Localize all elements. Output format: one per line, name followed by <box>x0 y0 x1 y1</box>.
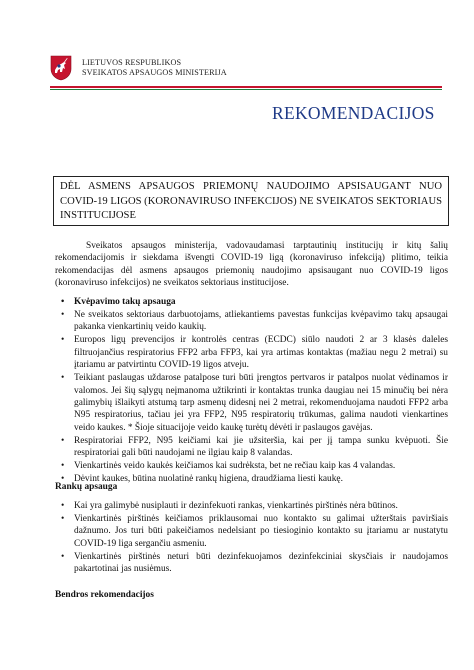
bullet-icon: • <box>61 551 65 562</box>
section-heading-general: Bendros rekomendacijos <box>55 590 154 600</box>
subject-box: DĖL ASMENS APSAUGOS PRIEMONŲ NAUDOJIMO APSISAUGANT NUO COVID-19 LIGOS (KORONAVIRUSO INFEKCIJOS) NE SVEIKATOS SEKTORIAUS INSTITUCIJOSE <box>53 176 449 226</box>
list-item <box>55 513 448 550</box>
bullet-icon: • <box>61 461 65 472</box>
list-item <box>55 500 448 512</box>
list-item <box>55 309 448 334</box>
list-item-text: Europos ligų prevencijos ir kontrolės centras (ECDC) siūlo naudoti 2 ar 3 klasės daleles filtruojančius respiratorius FFP2 arba FFP3, kai yra artimas kontaktas (mažiau negu 2 metrai) su įtariamu ar patvirtintu COVID-19 ligos atveju. <box>74 335 448 371</box>
document-title: REKOMENDACIJOS <box>272 103 435 123</box>
bullet-icon: • <box>61 297 65 307</box>
bullet-icon: • <box>61 514 65 524</box>
list-item-text: Vienkartinės veido kaukės keičiamos kai sudrėksta, bet ne rečiau kaip kas 4 valandas. <box>74 461 396 472</box>
respiratory-list <box>55 296 448 486</box>
org-line-2: SVEIKATOS APSAUGOS MINISTERIJA <box>82 68 227 77</box>
list-item-text: Vienkartinės pirštinės keičiamos priklausomai nuo kontakto su galimai užterštais paviršiais dažnumo. Jos turi būti pakeičiamos nedelsiant po tiesioginio kontakto su įtariamu ar nustatytu COVID-19 liga sergančiu asmeniu. <box>74 514 448 549</box>
header-rule-red <box>50 86 442 88</box>
bullet-icon: • <box>61 501 65 511</box>
list-item <box>55 460 448 472</box>
letterhead <box>50 55 442 91</box>
list-item <box>55 435 448 460</box>
intro-text: Sveikatos apsaugos ministerija, vadovaudamasi tarptautinių institucijų ir kitų šalių rekomendacijomis ir siekdama išvengti COVID-19 ligą (koronaviruso infekciją) plitimo, teikia rekomendacijas dėl asmens apsaugos priemonių naudojimo apsisaugant nuo COVID-19 ligos (koronaviruso infekcijos) ne sveikatos sektoriaus institucijose. <box>55 241 448 289</box>
bullet-icon: • <box>61 310 65 320</box>
list-item-text: Teikiant paslaugas uždarose patalpose turi būti įrengtos pertvaros ir patalpos nuolat vėdinamos ir valomos. Jei šių sąlygų neįmanoma užtikrinti ir kontaktas trunka daugiau nei 15 minučių bei nėra galimybių išlaikyti atstumą tarp asmenų didesnį nei 2 metrai, rekomenduojama naudoti FFP2 arba N95 respiratorius, tačiau jei yra FFP2, N95 respiratorių trūkumas, galima naudoti vienkartines veido kaukes. * Šioje situacijoje veido kaukę turėtų dėvėti ir paslaugos gavėjas. <box>74 373 448 433</box>
list-item-text: Dėvint kaukes, būtina nuolatinė rankų higiena, draudžiama liesti kaukę. <box>74 474 343 485</box>
bullet-icon: • <box>61 335 65 346</box>
list-item-text: Vienkartinės pirštinės neturi būti dezinfekuojamos dezinfekciniai skysčiais ir naudojamos pakartotinai jas nusiėmus. <box>74 551 448 575</box>
list-item <box>55 372 448 434</box>
list-item <box>55 334 448 371</box>
bullet-icon: • <box>61 373 65 384</box>
bullet-icon: • <box>61 474 65 485</box>
list-item <box>55 296 448 308</box>
org-line-1: LIETUVOS RESPUBLIKOS <box>82 58 182 67</box>
section-heading-hands: Rankų apsauga <box>55 482 118 492</box>
list-item-text: Respiratoriai FFP2, N95 keičiami kai jie užsiteršia, kai per jį tampa sunku kvėpuoti. Šie respiratoriai gali būti naudojami ne ilgiau kaip 8 valandas. <box>74 435 448 459</box>
vytis-coat-of-arms-icon <box>50 55 72 81</box>
bullet-icon: • <box>61 435 65 446</box>
intro-paragraph <box>55 240 448 290</box>
list-item <box>55 551 448 576</box>
hands-list <box>55 500 448 576</box>
header-rule-green <box>50 89 442 90</box>
section-heading-respiratory: Kvėpavimo takų apsauga <box>74 297 176 307</box>
ministry-name <box>82 58 227 78</box>
list-item-text: Kai yra galimybė nusiplauti ir dezinfekuoti rankas, vienkartinės pirštinės nėra būtinos. <box>74 501 398 511</box>
list-item-text: Ne sveikatos sektoriaus darbuotojams, atliekantiems pavestas funkcijas kvėpavimo takų apsaugai pakanka vienkartinių veido kaukių. <box>74 310 448 333</box>
